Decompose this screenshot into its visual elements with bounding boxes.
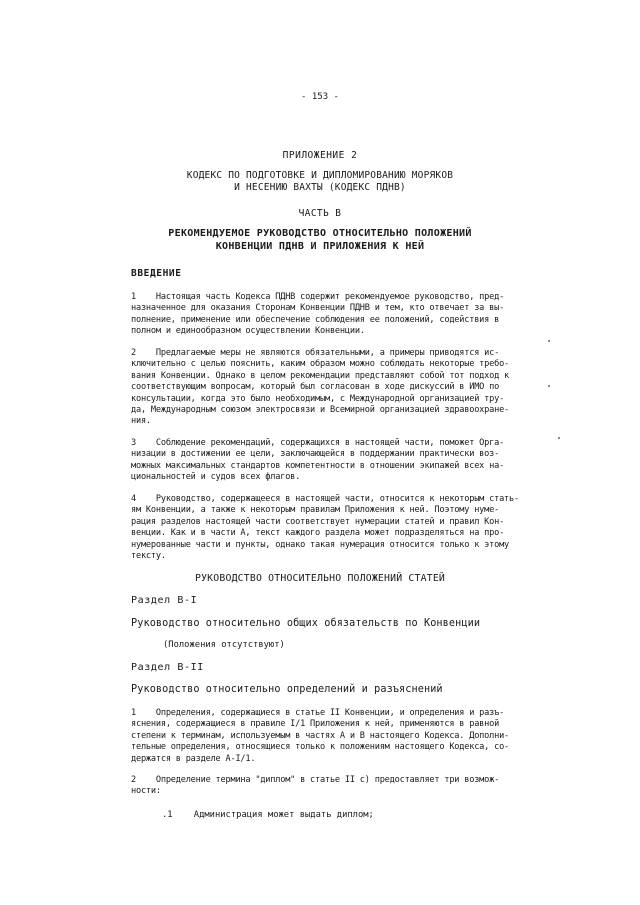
section-bii-paragraph-1 <box>131 708 531 765</box>
text-line: да, Международным союзом электросвязи и Всемирной организацией здравоохране- <box>131 405 510 416</box>
scan-speck <box>548 385 550 387</box>
text-line: 1 Настоящая часть Кодекса ПДНВ содержит рекомендуемое руководство, пред- <box>131 292 505 302</box>
text-line: рация разделов настоящей части соответствует нумерации статей и правил Кон- <box>131 516 505 527</box>
section-bii-heading: Раздел В-II <box>131 662 204 673</box>
text-line: тексту. <box>131 551 166 562</box>
intro-heading: ВВЕДЕНИЕ <box>131 268 182 279</box>
text-line: полнение, применение или обеспечение соблюдения ее положений, содействия в <box>131 314 500 325</box>
code-title-line-2: И НЕСЕНИЮ ВАХТЫ (КОДЕКС ПДНВ) <box>234 182 406 193</box>
scan-speck <box>548 340 550 342</box>
text-line: тельные определения, относящиеся только к положениям настоящего Кодекса, со- <box>131 742 510 753</box>
section-bi-heading: Раздел В-I <box>131 595 198 606</box>
text-line: 3 Соблюдение рекомендаций, содержащихся в настоящей части, поможет Орга- <box>131 438 505 448</box>
code-title-line-1: КОДЕКС ПО ПОДГОТОВКЕ И ДИПЛОМИРОВАНИЮ МОРЯКОВ <box>186 170 454 181</box>
annex-title: ПРИЛОЖЕНИЕ 2 <box>282 150 358 161</box>
guidance-heading: РУКОВОДСТВО ОТНОСИТЕЛЬНО ПОЛОЖЕНИЙ СТАТЕЙ <box>194 573 446 584</box>
text-line: ключительно с целью пояснить, каким образом можно соблюдать некоторые требо- <box>131 359 510 370</box>
section-bi-note: (Положения отсутствуют) <box>163 640 285 650</box>
part-title: ЧАСТЬ В <box>298 208 342 219</box>
main-title-line-1: РЕКОМЕНДУЕМОЕ РУКОВОДСТВО ОТНОСИТЕЛЬНО ПОЛОЖЕНИЙ <box>168 228 472 239</box>
text-line: соответствующим вопросам, который был согласован в ходе дискуссий в ИМО по <box>131 382 500 393</box>
intro-paragraph-2 <box>131 348 531 428</box>
text-line: венции. Как и в части А, текст каждого раздела может подразделяться на про- <box>131 528 505 539</box>
text-line: полном и единообразном осуществлении Конвенции. <box>131 326 365 337</box>
text-line: ния. <box>131 416 151 427</box>
text-line: нумерованные части и пункты, однако такая нумерация относится только к этому <box>131 539 510 550</box>
scan-speck <box>558 437 560 439</box>
text-line: степени к терминам, используемым в частях А и В настоящего Кодекса. Дополни- <box>131 730 510 741</box>
text-line: держатся в разделе А-I/1. <box>131 753 256 764</box>
text-line: назначенное для оказания Сторонам Конвенции ПДНВ и тем, кто отвечает за вы- <box>131 303 505 314</box>
text-line: консультации, когда это было необходимым, с Международной организацией тру- <box>131 393 505 404</box>
text-line: циональностей и судов всех флагов. <box>131 472 301 483</box>
intro-paragraph-1 <box>131 292 531 338</box>
intro-paragraph-4 <box>131 494 531 562</box>
text-line: ности: <box>131 786 161 797</box>
text-line: 4 Руководство, содержащееся в настоящей части, относится к некоторым стать- <box>131 494 519 504</box>
page-number: - 153 - <box>301 92 339 102</box>
section-bi-subheading: Руководство относительно общих обязательств по Конвенции <box>131 618 481 629</box>
text-line: 2 Предлагаемые меры не являются обязательными, а примеры приводятся ис- <box>131 348 500 358</box>
intro-paragraph-3 <box>131 438 531 484</box>
text-line: 1 Определения, содержащиеся в статье II Конвенции, и определения и разъ- <box>131 708 505 718</box>
section-bii-subheading: Руководство относительно определений и разъяснений <box>131 684 443 695</box>
text-line: 2 Определение термина "диплом" в статье II с) предоставляет три возмож- <box>131 775 500 785</box>
text-line: можных максимальных стандартов компетентности в отношении экипажей всех на- <box>131 460 505 471</box>
section-bii-item-1: .1 Администрация может выдать диплом; <box>162 810 374 820</box>
text-line: яснения, содержащиеся в правиле I/1 Приложения к ней, применяются в равной <box>131 719 500 730</box>
section-bii-paragraph-2 <box>131 775 531 798</box>
text-line: вания Конвенции. Однако в целом рекомендации представляют собой тот подход к <box>131 370 510 381</box>
text-line: ям Конвенции, а также к некоторым правилам Приложения к ней. Поэтому нуме- <box>131 505 500 516</box>
text-line: низации в достижении ее цели, заключающейся в поддержании практически воз- <box>131 449 500 460</box>
main-title-line-2: КОНВЕНЦИИ ПДНВ И ПРИЛОЖЕНИЯ К НЕЙ <box>215 241 425 252</box>
